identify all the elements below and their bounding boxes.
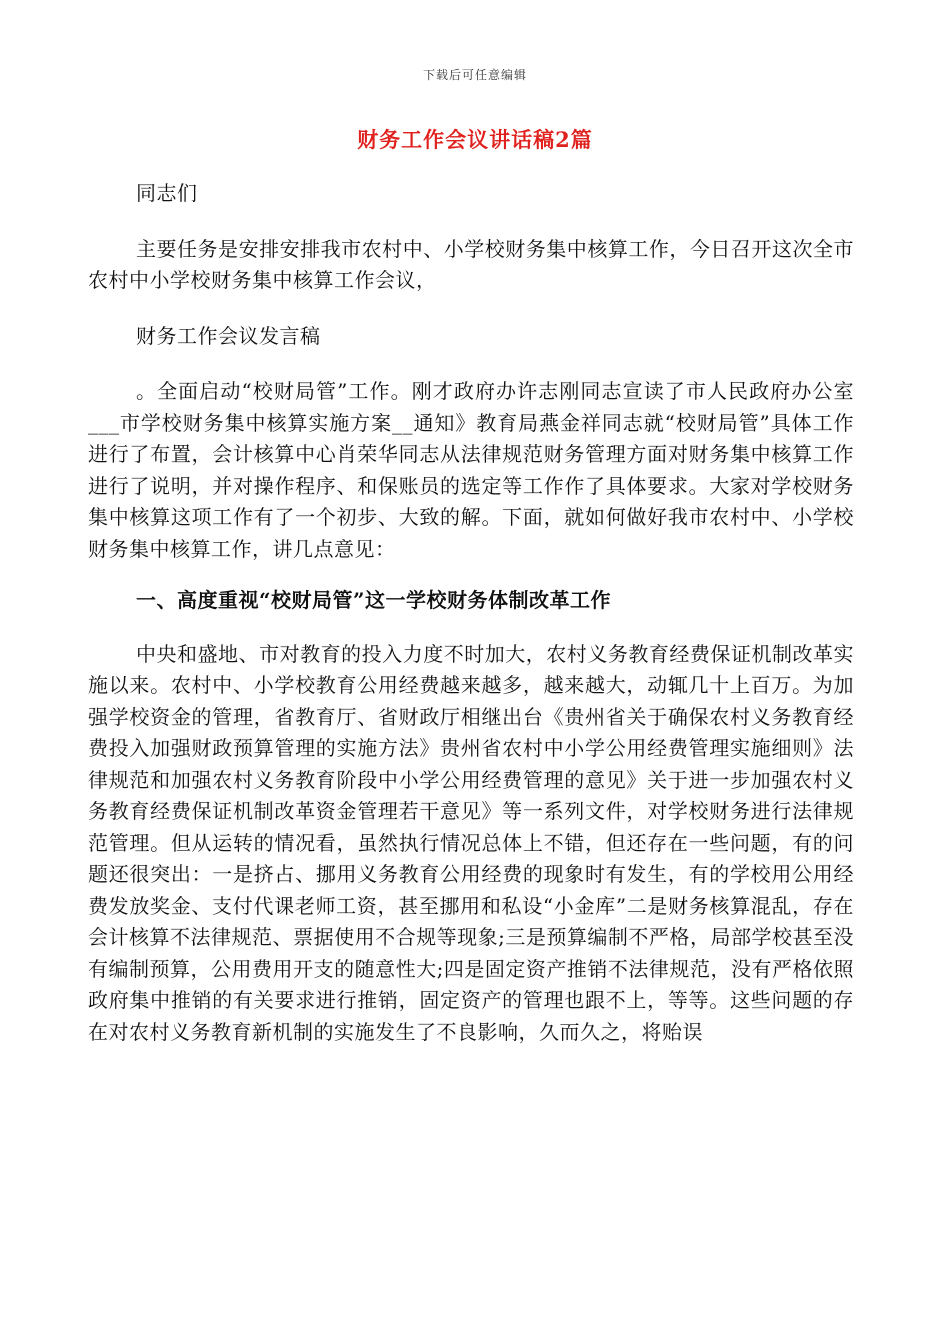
greeting-paragraph: 同志们 bbox=[136, 181, 198, 205]
document-title: 财务工作会议讲话稿2篇 bbox=[357, 127, 593, 152]
section-heading-1: 一、高度重视“校财局管”这一学校财务体制改革工作 bbox=[136, 588, 612, 612]
paragraph-1: 主要任务是安排安排我市农村中、小学校财务集中核算工作，今日召开这次全市农村中小学校财务集中核算工作会议， bbox=[88, 236, 854, 292]
paragraph-4: 中央和盛地、市对教育的投入力度不时加大，农村义务教育经费保证机制改革实施以来。农村中、小学校教育公用经费越来越多，越来越大，动辄几十上百万。为加强学校资金的管理，省教育厅、省财政厅相继出台《贵州省关于确保农村义务教育经费投入加强财政预算管理的实施方法》贵州省农村中小学公用经费管理实施细则》法律规范和加强农村义务教育阶段中小学公用经费管理的意见》关于进一步加强农村义务教育经费保证机制改革资金管理若干意见》等一系列文件，对学校财务进行法律规范管理。但从运转的情况看，虽然执行情况总体上不错，但还存在一些问题，有的问题还很突出：一是挤占、挪用义务教育公用经费的现象时有发生，有的学校用公用经费发放奖金、支付代课老师工资，甚至挪用和私设“小金库”二是财务核算混乱，存在会计核算不法律规范、票据使用不合规等现象;三是预算编制不严格，局部学校甚至没有编制预算，公用费用开支的随意性大;四是固定资产推销不法律规范，没有严格依照政府集中推销的有关要求进行推销，固定资产的管理也跟不上，等等。这些问题的存在对农村义务教育新机制的实施发生了不良影响，久而久之，将贻误 bbox=[88, 641, 854, 1044]
document-body bbox=[88, 178, 854, 1048]
paragraph-2: 财务工作会议发言稿 bbox=[136, 323, 321, 348]
paragraph-3: 。全面启动“校财局管”工作。刚才政府办许志刚同志宣读了市人民政府办公室___市学校财务集中核算实施方案__通知》教育局燕金祥同志就“校财局管”具体工作进行了布置，会计核算中心肖荣华同志从法律规范财务管理方面对财务集中核算工作进行了说明，并对操作程序、和保账员的选定等工作作了具体要求。大家对学校财务集中核算这项工作有了一个初步、大致的解。下面，就如何做好我市农村中、小学校财务集中核算工作，讲几点意见： bbox=[88, 379, 854, 561]
header-note: 下载后可任意编辑 bbox=[422, 68, 527, 82]
